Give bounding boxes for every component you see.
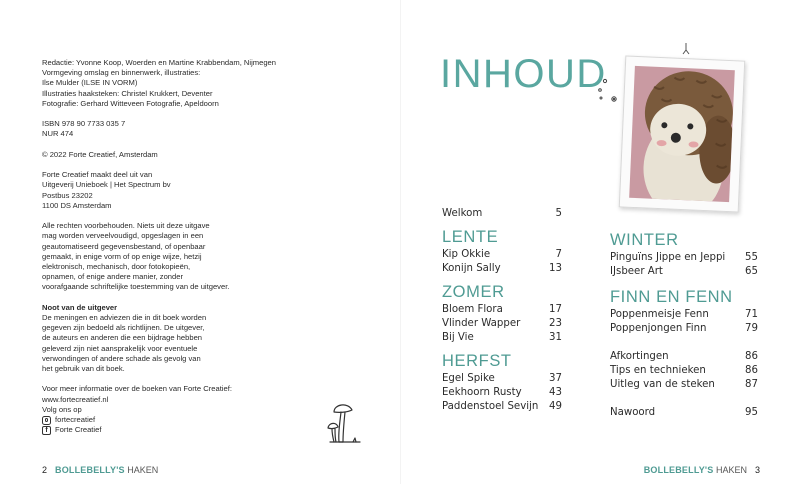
hook-icon (680, 42, 692, 56)
publisher-line: Forte Creatief maakt deel uit van (42, 170, 153, 180)
toc-entry[interactable] (442, 331, 562, 345)
toc-column-right (610, 230, 758, 420)
toc-entry-page: 86 (745, 365, 758, 376)
copyright: © 2022 Forte Creatief, Amsterdam (42, 149, 158, 159)
toc-extras (610, 350, 758, 392)
toc-entry-page: 95 (745, 407, 758, 418)
toc-entry-label: IJsbeer Art (610, 266, 663, 277)
toc-entry-label: Welkom (442, 208, 483, 219)
toc-section-herfst (442, 351, 562, 414)
toc-section-lente (442, 227, 562, 276)
toc-entry-page: 79 (745, 323, 758, 334)
colofon-line: Redactie: Yvonne Koop, Woerden en Martine Krabbendam, Nijmegen (42, 58, 277, 67)
toc-entry[interactable] (442, 386, 562, 400)
isbn: ISBN 978 90 7733 035 7 (42, 119, 126, 129)
toc-entry-label: Afkortingen (610, 351, 669, 362)
toc-entry[interactable] (442, 262, 562, 276)
toc-entry-page: 43 (549, 387, 562, 398)
facebook-handle (42, 425, 302, 435)
toc-entry[interactable] (610, 350, 758, 364)
hedgehog-photo (619, 55, 746, 212)
toc-entry[interactable] (610, 265, 758, 279)
toc-entry-label: Egel Spike (442, 373, 495, 384)
section-heading: HERFST (442, 352, 512, 370)
toc-entry[interactable] (442, 207, 562, 221)
brand-name-right: BOLLEBELLY'S (643, 465, 714, 475)
toc-entry[interactable] (610, 308, 758, 322)
toc-entry[interactable] (442, 372, 562, 386)
toc-entry[interactable] (442, 248, 562, 262)
section-heading: WINTER (610, 231, 679, 249)
notice-line: de auteurs en anderen die een bijdrage hebben (42, 333, 203, 343)
toc-entry[interactable] (442, 317, 562, 331)
notice-line: De meningen en adviezen die in dit boek worden (42, 313, 207, 322)
page-number-right: 3 (754, 465, 760, 475)
website-link: www.fortecreatief.nl (42, 394, 109, 404)
toc-entry-label: Vlinder Wapper (442, 318, 521, 329)
toc-entry[interactable] (610, 364, 758, 378)
colofon-line: Ilse Mulder (ILSE IN VORM) (42, 78, 138, 88)
notice-line: gegeven zijn bedoeld als richtlijnen. De uitgever, (42, 323, 205, 333)
section-heading: LENTE (442, 228, 499, 246)
toc-entry-label: Paddenstoel Sevijn (442, 401, 539, 412)
toc-column-left (442, 207, 562, 414)
nur-code: NUR 474 (42, 129, 74, 139)
colofon-line: Illustraties haaksteken: Christel Krukkert, Deventer (42, 88, 213, 98)
toc-entry[interactable] (442, 400, 562, 414)
page-number-left: 2 (42, 465, 48, 475)
toc-entry-page: 31 (549, 332, 562, 343)
toc-entry-page: 5 (555, 208, 562, 219)
toc-entry-page: 87 (745, 379, 758, 390)
toc-entry-label: Uitleg van de steken (610, 379, 715, 390)
hedgehog-illustration-icon (629, 66, 735, 202)
left-footer (42, 465, 158, 475)
toc-entry-label: Bloem Flora (442, 304, 503, 315)
toc-section-finn-en-fenn (610, 287, 758, 336)
toc-entry-page: 71 (745, 309, 758, 320)
toc-entry-label: Eekhoorn Rusty (442, 387, 522, 398)
right-footer (644, 465, 760, 475)
toc-entry-page: 13 (549, 263, 562, 274)
brand-name-left: BOLLEBELLY'S (55, 465, 125, 475)
toc-entry-page: 55 (745, 252, 758, 263)
rights-line: opnamen, of enige andere manier, zonder (42, 272, 184, 282)
brand-suffix-left: HAKEN (127, 465, 159, 475)
toc-entry[interactable] (610, 251, 758, 265)
colofon-line: Fotografie: Gerhard Witteveen Fotografie, Apeldoorn (42, 98, 219, 108)
notice-title: Noot van de uitgever (42, 302, 118, 312)
mushroom-doodle-icon (326, 398, 364, 446)
toc-entry-page: 7 (555, 249, 562, 260)
section-heading: FINN EN FENN (610, 288, 733, 306)
photo-background (629, 66, 735, 202)
notice-line: verwondingen of andere schade als gevolg van (42, 353, 201, 363)
toc-entry-label: Poppenmeisje Fenn (610, 309, 709, 320)
brand-suffix-right: HAKEN (715, 465, 747, 475)
toc-section-winter (610, 230, 758, 279)
colofon (42, 58, 302, 435)
toc-entry[interactable] (610, 406, 758, 420)
colofon-line: Vormgeving omslag en binnenwerk, illustraties: (42, 68, 201, 78)
toc-entry[interactable] (610, 378, 758, 392)
rights-line: elektronisch, mechanisch, door fotokopieën, (42, 262, 191, 271)
publisher-line: 1100 DS Amsterdam (42, 200, 112, 210)
facebook-icon: f (42, 426, 51, 435)
rights-line: mag worden verveelvoudigd, opgeslagen in een (42, 231, 204, 241)
page-title: INHOUD (440, 52, 607, 96)
toc-entry-page: 49 (549, 401, 562, 412)
toc-entry[interactable] (610, 322, 758, 336)
toc-entry-label: Poppenjongen Finn (610, 323, 707, 334)
doodle-dots-icon (596, 78, 622, 106)
facebook-label: Forte Creatief (55, 425, 102, 435)
rights-line: geautomatiseerd gegevensbestand, of openbaar (42, 241, 206, 251)
toc-entry-label: Bij Vie (442, 332, 474, 343)
toc-entry-label: Pinguïns Jippe en Jeppi (610, 252, 726, 263)
more-info: Voor meer informatie over de boeken van Forte Creatief: (42, 384, 232, 394)
toc-entry-label: Nawoord (610, 407, 656, 418)
instagram-icon (42, 416, 51, 425)
toc-entry[interactable] (442, 303, 562, 317)
notice-line: geleverd zijn niet aansprakelijk voor eventuele (42, 343, 198, 353)
instagram-label: fortecreatief (55, 415, 96, 425)
section-heading: ZOMER (442, 283, 505, 301)
toc-entry-page: 23 (549, 318, 562, 329)
page-gutter (400, 0, 401, 484)
instagram-handle (42, 415, 302, 425)
notice-line: het gebruik van dit boek. (42, 364, 125, 374)
toc-entry-page: 65 (745, 266, 758, 277)
toc-section-zomer (442, 282, 562, 345)
toc-entry-label: Kip Okkie (442, 249, 491, 260)
rights-line: gemaakt, in enige vorm of op enige wijze, hetzij (42, 251, 202, 261)
toc-entry-page: 37 (549, 373, 562, 384)
toc-entry-page: 86 (745, 351, 758, 362)
follow-us: Volg ons op (42, 404, 82, 414)
toc-entry-label: Tips en technieken (610, 365, 706, 376)
rights-line: voorafgaande schriftelijke toestemming van de uitgever. (42, 282, 230, 292)
publisher-line: Postbus 23202 (42, 190, 93, 200)
toc-entry-page: 17 (549, 304, 562, 315)
toc-entry-label: Konijn Sally (442, 263, 501, 274)
publisher-line: Uitgeverij Unieboek | Het Spectrum bv (42, 180, 171, 190)
rights-line: Alle rechten voorbehouden. Niets uit deze uitgave (42, 221, 210, 231)
